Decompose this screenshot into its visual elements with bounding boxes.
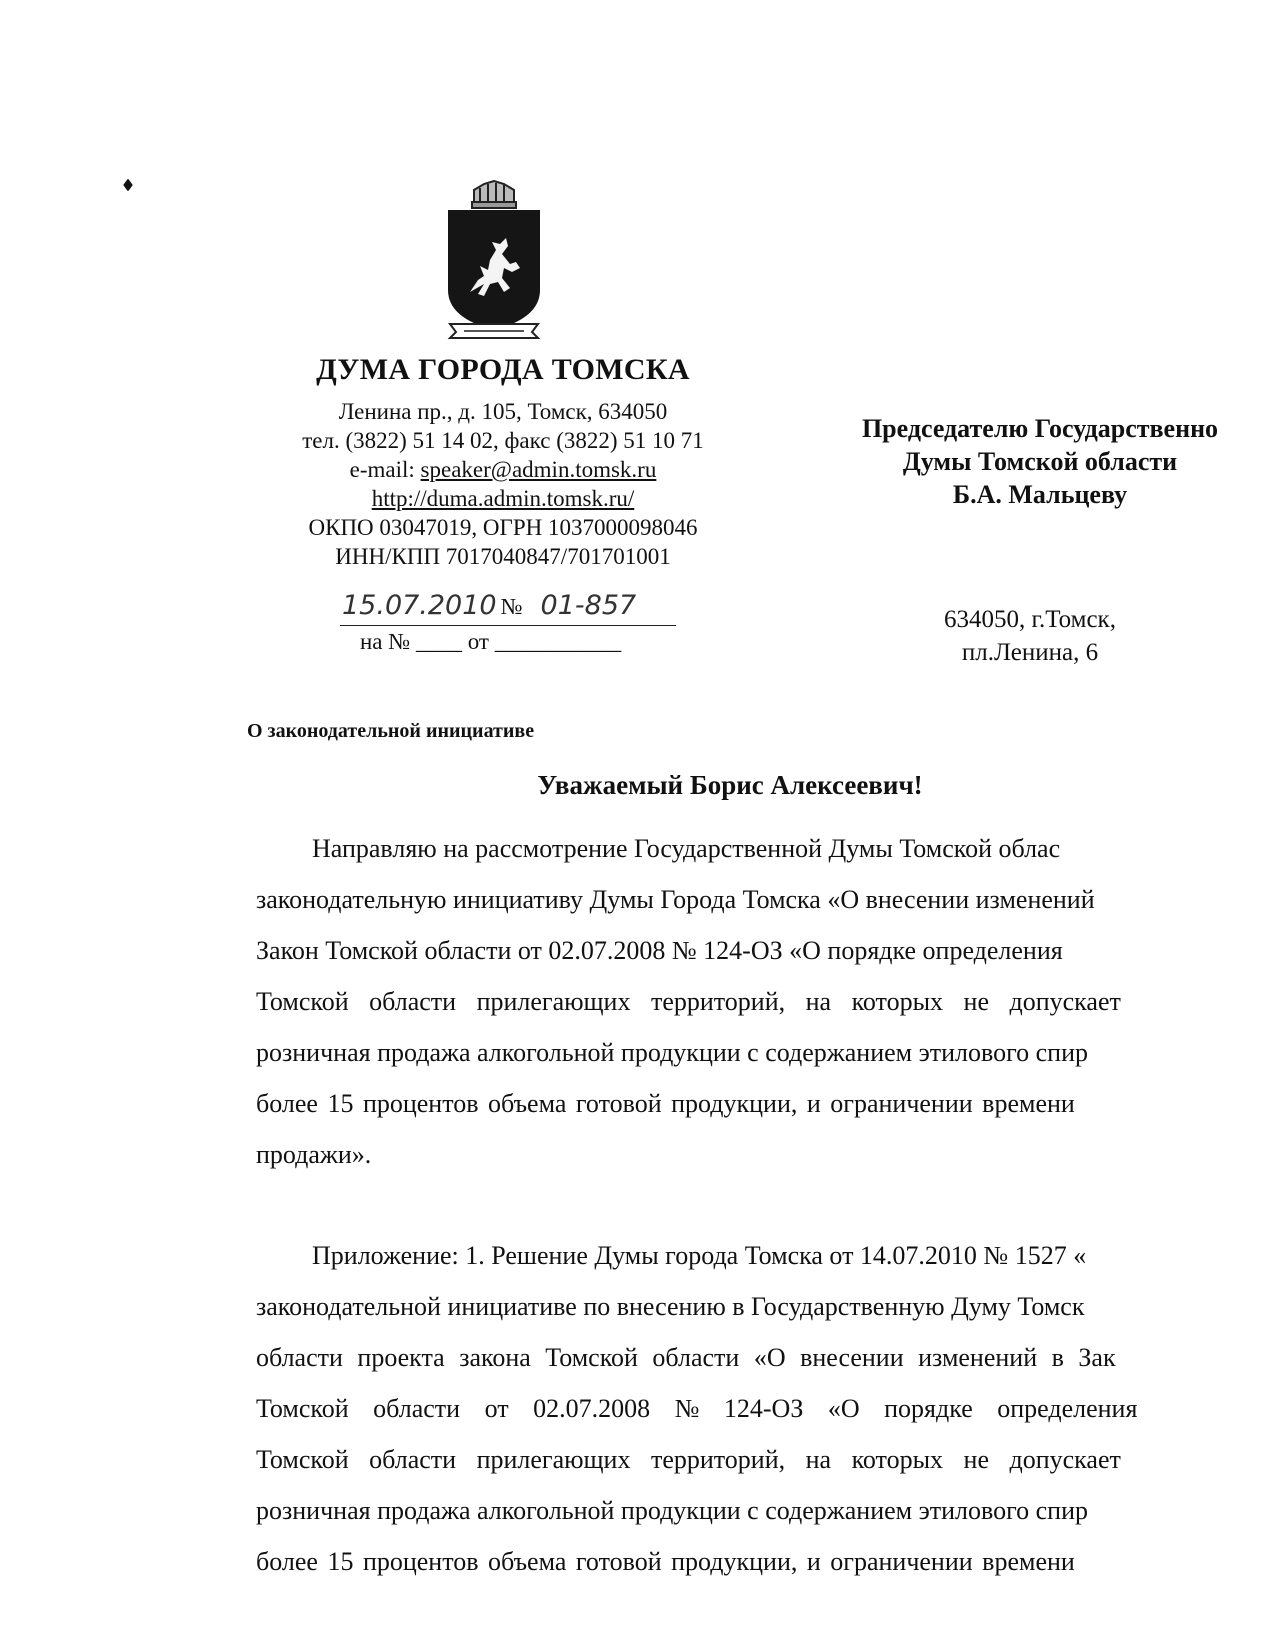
crown-icon (472, 181, 516, 208)
org-email-line (238, 455, 768, 484)
text-line: Томской области прилегающих территорий, на которых не допускает (256, 1445, 1121, 1474)
text-line: розничная продажа алкогольной продукции с содержанием этилового спир (256, 1496, 1088, 1525)
registration-block (300, 590, 720, 660)
salutation: Уважаемый Борис Алексеевич! (537, 770, 923, 800)
email-link[interactable]: speaker@admin.tomsk.ru (420, 457, 657, 482)
text-line: Томской области от 02.07.2008 № 124-ОЗ «О порядке определения (256, 1394, 1138, 1423)
org-okpo-ogrn: ОКПО 03047019, ОГРН 1037000098046 (308, 515, 698, 540)
org-address: Ленина пр., д. 105, Томск, 634050 (338, 399, 668, 424)
letterhead (238, 353, 768, 571)
ribbon-icon (450, 324, 538, 338)
postal-line-1: 634050, г.Томск, (944, 606, 1116, 633)
addressee-postal (880, 603, 1180, 669)
text-line: законодательную инициативу Думы Города Томска «О внесении изменений (256, 885, 1095, 914)
text-line: более 15 процентов объема готовой продукции, и ограничении времени (256, 1089, 1075, 1118)
org-inn-kpp: ИНН/КПП 7017040847/701701001 (335, 544, 671, 569)
addressee-title: Председателю Государственно (861, 414, 1219, 443)
scan-mark (123, 179, 133, 192)
registration-number: 01-857 (540, 590, 637, 621)
website-link[interactable]: http://duma.admin.tomsk.ru/ (371, 486, 635, 511)
addressee-name: Б.А. Мальцеву (952, 480, 1128, 509)
registration-date: 15.07.2010 (342, 590, 497, 621)
subject-line: О законодательной инициативе (247, 720, 535, 742)
org-name: ДУМА ГОРОДА ТОМСКА (316, 353, 690, 386)
email-prefix: e-mail: (349, 457, 421, 482)
coat-of-arms-emblem (440, 180, 548, 340)
text-line: законодательной инициативе по внесению в Государственную Думу Томск (256, 1292, 1085, 1321)
addressee-block (800, 412, 1275, 511)
text-line: розничная продажа алкогольной продукции с содержанием этилового спир (256, 1038, 1088, 1067)
addressee-body: Думы Томской области (902, 447, 1178, 476)
reply-reference: на № ____ от ___________ (360, 629, 622, 654)
text-line: продажи». (256, 1140, 372, 1169)
number-sign: № (500, 594, 523, 619)
org-phone: тел. (3822) 51 14 02, факс (3822) 51 10 71 (302, 428, 704, 453)
text-line: области проекта закона Томской области «О внесении изменений в Зак (256, 1343, 1116, 1372)
text-line: Закон Томской области от 02.07.2008 № 124-ОЗ «О порядке определения (256, 936, 1063, 965)
text-line: Приложение: 1. Решение Думы города Томска от 14.07.2010 № 1527 « (312, 1241, 1087, 1270)
postal-line-2: пл.Ленина, 6 (961, 639, 1099, 666)
text-line: Томской области прилегающих территорий, на которых не допускает (256, 987, 1121, 1016)
text-line: Направляю на рассмотрение Государственной Думы Томской облас (312, 834, 1061, 863)
body-paragraph-1 (256, 823, 1275, 1180)
registration-underline (340, 625, 676, 626)
text-line: более 15 процентов объема готовой продукции, и ограничении времени (256, 1547, 1075, 1576)
body-paragraph-2 (256, 1230, 1275, 1587)
